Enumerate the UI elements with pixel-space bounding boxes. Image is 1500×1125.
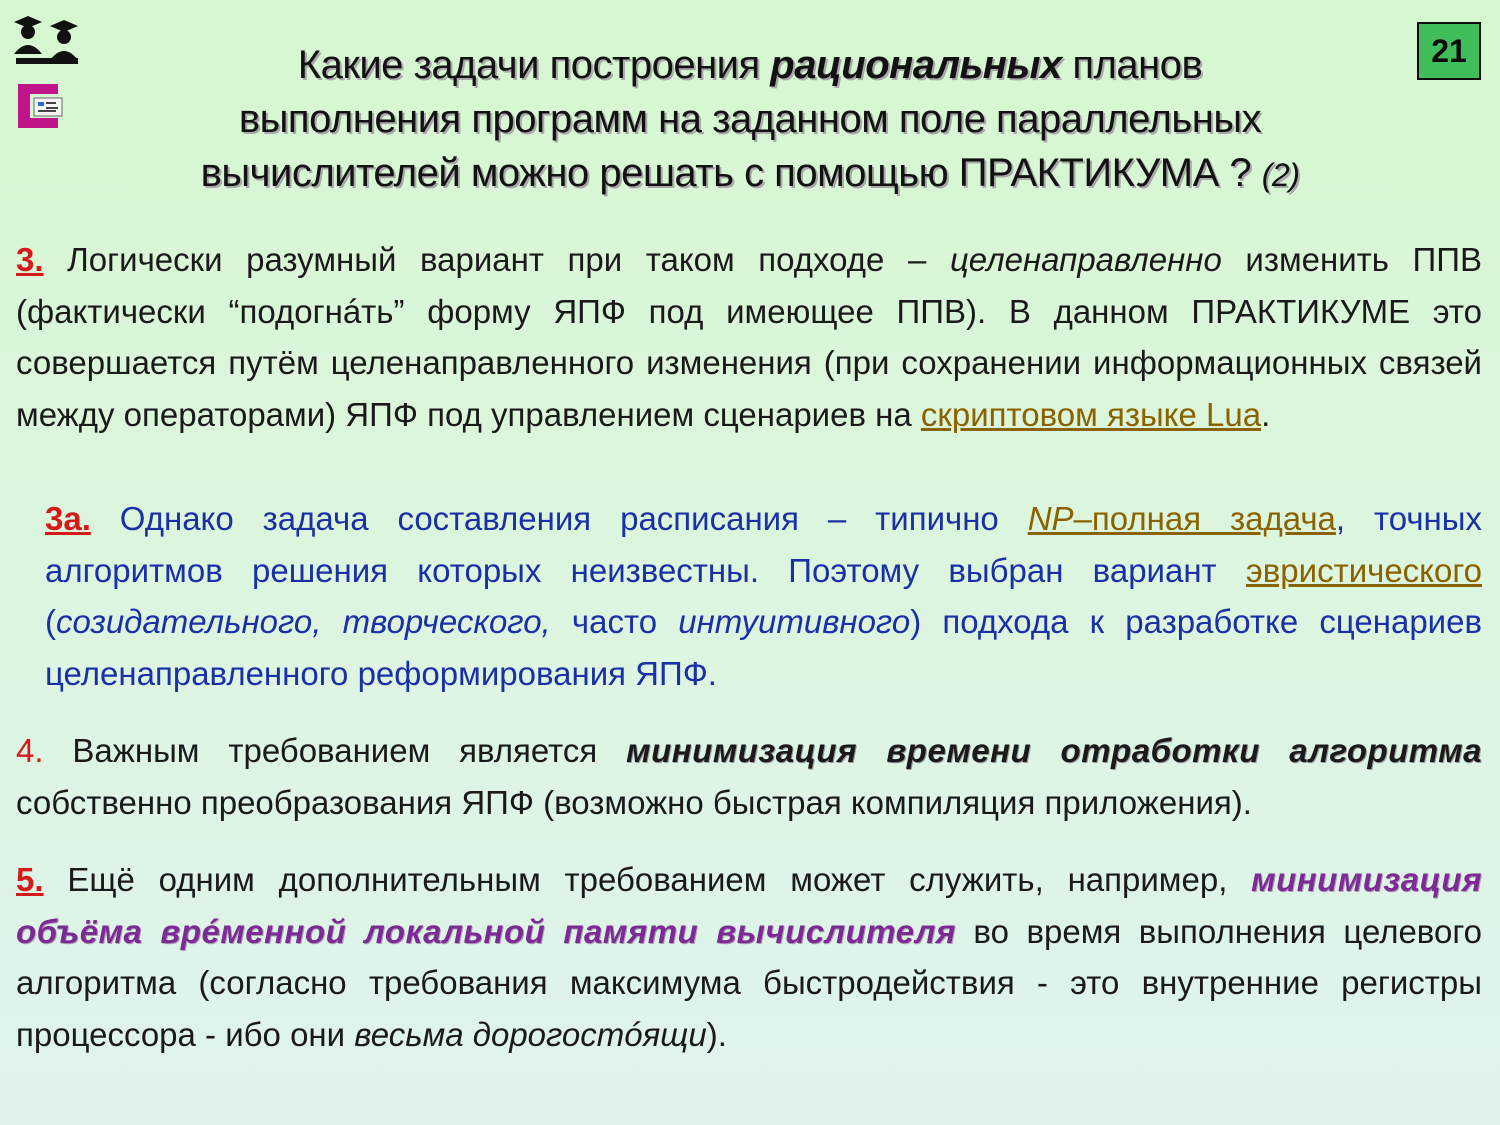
lua-script-link[interactable]: скриптовом языке Lua xyxy=(920,395,1262,433)
slide-number-badge xyxy=(1417,22,1481,80)
item-3a-text-1: Однако задача составления расписания – типично xyxy=(90,500,1028,537)
item-3a-text-5: ) подхода к разработке сценариев целенаправленного реформирования ЯПФ. xyxy=(45,603,1483,692)
item-5-emphasis-2: весьма дорогостóящи xyxy=(354,1015,707,1053)
item-3a-paragraph xyxy=(45,493,1482,699)
item-4-paragraph xyxy=(16,725,1482,828)
item-4-text-2: собственно преобразования ЯПФ (возможно быстрая компиляция приложения). xyxy=(16,783,1252,821)
item-4-emphasis: минимизация времени отработки алгоритма xyxy=(626,732,1482,769)
item-4-text-1: Важным требованием является xyxy=(43,732,627,769)
item-3-text-3: . xyxy=(1261,395,1271,433)
title-line1-a: Какие задачи построения xyxy=(297,43,771,87)
item-3a-text-3: ( xyxy=(45,603,56,640)
slide-title xyxy=(90,38,1410,202)
item-3a-emphasis-1: созидательного, творческого, xyxy=(56,603,551,640)
np-link-rest: –полная задача xyxy=(1073,500,1336,537)
title-line2: выполнения программ на заданном поле параллельных xyxy=(238,97,1262,141)
item-3-paragraph xyxy=(16,234,1482,440)
item-5-text-3: ). xyxy=(706,1015,727,1053)
item-3-text-2: изменить ППВ (фактически “подогнáть” форму ЯПФ под имеющее ППВ). В данном ПРАКТИКУМЕ это совершается путём целенаправленного изменения (при сохранении информационных связей между операторами) ЯПФ под управлением сценариев на xyxy=(16,241,1482,433)
item-3-text-1: Логически разумный вариант при таком подходе – xyxy=(43,241,950,278)
item-3a-emphasis-2: интуитивного xyxy=(678,603,911,640)
item-3-emphasis: целенаправленно xyxy=(949,241,1222,278)
item-4-number: 4. xyxy=(16,732,44,769)
item-5-paragraph xyxy=(16,854,1482,1060)
title-line1-emphasis: рациональных xyxy=(770,43,1062,87)
item-3a-text-2: , точных алгоритмов решения которых неизвестны. Поэтому выбран вариант xyxy=(45,500,1482,589)
item-3a-number: 3а. xyxy=(45,500,91,537)
item-5-emphasis: минимизация объёма врéменной локальной памяти вычислителя xyxy=(16,861,1482,950)
heuristic-link[interactable]: эвристического xyxy=(1245,551,1482,589)
software-logo-icon xyxy=(16,80,72,132)
title-line3-a: вычислителей можно решать с помощью ПРАКТИКУМА ? xyxy=(200,151,1262,195)
slide-number: 21 xyxy=(1431,32,1467,69)
item-5-text-1: Ещё одним дополнительным требованием может служить, например, xyxy=(43,861,1252,898)
item-3-number: 3. xyxy=(16,241,44,278)
title-line1-c: планов xyxy=(1061,43,1203,87)
title-part-marker: (2) xyxy=(1261,157,1300,193)
graduates-logo-icon xyxy=(10,12,84,68)
item-5-number: 5. xyxy=(16,861,44,898)
item-3a-text-4: часто xyxy=(550,603,679,640)
np-complete-link[interactable] xyxy=(1028,500,1336,537)
item-5-text-2: во время выполнения целевого алгоритма (согласно требования максимума быстродействия - это внутренние регистры процессора - ибо они xyxy=(16,912,1482,1053)
np-link-prefix: NP xyxy=(1027,500,1074,537)
